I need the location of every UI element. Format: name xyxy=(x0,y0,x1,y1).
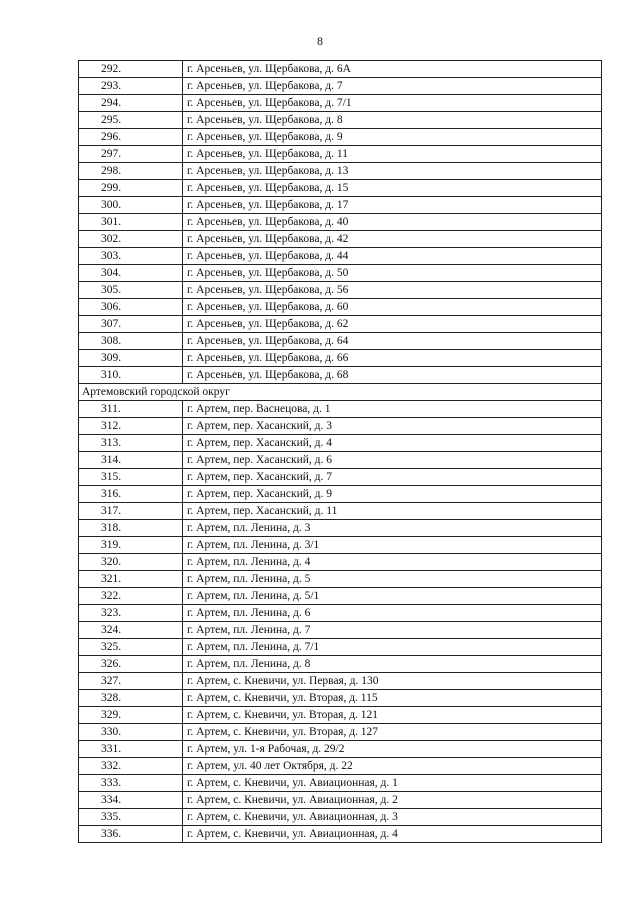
row-number: 309. xyxy=(79,350,183,367)
row-address: г. Артем, пл. Ленина, д. 8 xyxy=(183,656,602,673)
table-row xyxy=(79,231,602,248)
row-number: 334. xyxy=(79,792,183,809)
row-address: г. Артем, с. Кневичи, ул. Вторая, д. 115 xyxy=(183,690,602,707)
row-address: г. Арсеньев, ул. Щербакова, д. 8 xyxy=(183,112,602,129)
row-number: 324. xyxy=(79,622,183,639)
table-row xyxy=(79,469,602,486)
table-row xyxy=(79,197,602,214)
row-address: г. Арсеньев, ул. Щербакова, д. 56 xyxy=(183,282,602,299)
table-row xyxy=(79,61,602,78)
row-address: г. Арсеньев, ул. Щербакова, д. 13 xyxy=(183,163,602,180)
row-number: 315. xyxy=(79,469,183,486)
row-address: г. Артем, с. Кневичи, ул. Авиационная, д. 1 xyxy=(183,775,602,792)
row-number: 296. xyxy=(79,129,183,146)
row-address: г. Арсеньев, ул. Щербакова, д. 50 xyxy=(183,265,602,282)
table-row xyxy=(79,350,602,367)
row-number: 318. xyxy=(79,520,183,537)
row-address: г. Артем, с. Кневичи, ул. Вторая, д. 121 xyxy=(183,707,602,724)
row-number: 332. xyxy=(79,758,183,775)
row-number: 305. xyxy=(79,282,183,299)
row-number: 293. xyxy=(79,78,183,95)
table-row xyxy=(79,809,602,826)
row-address: г. Арсеньев, ул. Щербакова, д. 15 xyxy=(183,180,602,197)
row-address: г. Артем, пл. Ленина, д. 4 xyxy=(183,554,602,571)
row-address: г. Артем, пер. Хасанский, д. 9 xyxy=(183,486,602,503)
row-number: 319. xyxy=(79,537,183,554)
row-number: 306. xyxy=(79,299,183,316)
table-row xyxy=(79,758,602,775)
row-number: 297. xyxy=(79,146,183,163)
row-address: г. Арсеньев, ул. Щербакова, д. 44 xyxy=(183,248,602,265)
table-row xyxy=(79,418,602,435)
row-number: 330. xyxy=(79,724,183,741)
row-number: 321. xyxy=(79,571,183,588)
row-address: г. Артем, ул. 1-я Рабочая, д. 29/2 xyxy=(183,741,602,758)
row-address: г. Артем, с. Кневичи, ул. Вторая, д. 127 xyxy=(183,724,602,741)
table-row xyxy=(79,452,602,469)
table-row xyxy=(79,78,602,95)
row-address: г. Артем, пер. Хасанский, д. 3 xyxy=(183,418,602,435)
row-address: г. Артем, с. Кневичи, ул. Авиационная, д. 3 xyxy=(183,809,602,826)
table-row xyxy=(79,333,602,350)
row-address: г. Арсеньев, ул. Щербакова, д. 17 xyxy=(183,197,602,214)
table-row xyxy=(79,214,602,231)
table-row xyxy=(79,622,602,639)
table-row xyxy=(79,282,602,299)
row-address: г. Артем, пл. Ленина, д. 6 xyxy=(183,605,602,622)
row-address: г. Арсеньев, ул. Щербакова, д. 60 xyxy=(183,299,602,316)
row-address: г. Артем, пл. Ленина, д. 3 xyxy=(183,520,602,537)
row-address: г. Артем, с. Кневичи, ул. Авиационная, д. 4 xyxy=(183,826,602,843)
row-number: 331. xyxy=(79,741,183,758)
row-address: г. Артем, пл. Ленина, д. 3/1 xyxy=(183,537,602,554)
section-header-row xyxy=(79,384,602,401)
row-number: 307. xyxy=(79,316,183,333)
row-address: г. Арсеньев, ул. Щербакова, д. 68 xyxy=(183,367,602,384)
address-table xyxy=(78,60,602,843)
row-number: 323. xyxy=(79,605,183,622)
table-row xyxy=(79,792,602,809)
row-number: 333. xyxy=(79,775,183,792)
table-row xyxy=(79,95,602,112)
row-number: 316. xyxy=(79,486,183,503)
row-address: г. Артем, пер. Хасанский, д. 11 xyxy=(183,503,602,520)
row-number: 301. xyxy=(79,214,183,231)
row-number: 328. xyxy=(79,690,183,707)
row-address: г. Арсеньев, ул. Щербакова, д. 62 xyxy=(183,316,602,333)
row-address: г. Арсеньев, ул. Щербакова, д. 64 xyxy=(183,333,602,350)
row-number: 299. xyxy=(79,180,183,197)
table-row xyxy=(79,180,602,197)
table-row xyxy=(79,163,602,180)
table-row xyxy=(79,554,602,571)
table-row xyxy=(79,299,602,316)
row-number: 335. xyxy=(79,809,183,826)
row-address: г. Артем, пер. Васнецова, д. 1 xyxy=(183,401,602,418)
table-row xyxy=(79,724,602,741)
table-row xyxy=(79,588,602,605)
row-number: 336. xyxy=(79,826,183,843)
row-number: 314. xyxy=(79,452,183,469)
row-number: 304. xyxy=(79,265,183,282)
table-row xyxy=(79,639,602,656)
row-address: г. Артем, пер. Хасанский, д. 7 xyxy=(183,469,602,486)
row-number: 320. xyxy=(79,554,183,571)
row-number: 303. xyxy=(79,248,183,265)
row-address: г. Арсеньев, ул. Щербакова, д. 6А xyxy=(183,61,602,78)
table-row xyxy=(79,129,602,146)
row-number: 325. xyxy=(79,639,183,656)
row-address: г. Арсеньев, ул. Щербакова, д. 42 xyxy=(183,231,602,248)
row-address: г. Артем, с. Кневичи, ул. Авиационная, д. 2 xyxy=(183,792,602,809)
table-row xyxy=(79,316,602,333)
table-row xyxy=(79,741,602,758)
row-address: г. Арсеньев, ул. Щербакова, д. 7 xyxy=(183,78,602,95)
row-number: 310. xyxy=(79,367,183,384)
row-number: 313. xyxy=(79,435,183,452)
table-row xyxy=(79,112,602,129)
row-address: г. Артем, пер. Хасанский, д. 4 xyxy=(183,435,602,452)
row-address: г. Артем, пер. Хасанский, д. 6 xyxy=(183,452,602,469)
table-row xyxy=(79,503,602,520)
table-row xyxy=(79,248,602,265)
table-row xyxy=(79,520,602,537)
row-number: 317. xyxy=(79,503,183,520)
row-number: 312. xyxy=(79,418,183,435)
table-row xyxy=(79,656,602,673)
row-number: 294. xyxy=(79,95,183,112)
table-row xyxy=(79,435,602,452)
row-address: г. Артем, пл. Ленина, д. 5 xyxy=(183,571,602,588)
table-row xyxy=(79,775,602,792)
table-row xyxy=(79,401,602,418)
table-row xyxy=(79,673,602,690)
row-address: г. Арсеньев, ул. Щербакова, д. 40 xyxy=(183,214,602,231)
row-address: г. Артем, с. Кневичи, ул. Первая, д. 130 xyxy=(183,673,602,690)
row-address: г. Арсеньев, ул. Щербакова, д. 11 xyxy=(183,146,602,163)
row-address: г. Артем, пл. Ленина, д. 7/1 xyxy=(183,639,602,656)
row-number: 311. xyxy=(79,401,183,418)
row-address: г. Артем, пл. Ленина, д. 7 xyxy=(183,622,602,639)
row-address: г. Арсеньев, ул. Щербакова, д. 7/1 xyxy=(183,95,602,112)
table-row xyxy=(79,605,602,622)
row-number: 322. xyxy=(79,588,183,605)
table-row xyxy=(79,146,602,163)
row-number: 298. xyxy=(79,163,183,180)
row-number: 300. xyxy=(79,197,183,214)
row-number: 302. xyxy=(79,231,183,248)
row-number: 329. xyxy=(79,707,183,724)
row-number: 308. xyxy=(79,333,183,350)
table-row xyxy=(79,826,602,843)
row-address: г. Арсеньев, ул. Щербакова, д. 9 xyxy=(183,129,602,146)
table-row xyxy=(79,367,602,384)
table-row xyxy=(79,571,602,588)
page-number: 8 xyxy=(317,34,323,48)
row-number: 295. xyxy=(79,112,183,129)
table-row xyxy=(79,486,602,503)
row-address: г. Арсеньев, ул. Щербакова, д. 66 xyxy=(183,350,602,367)
row-number: 326. xyxy=(79,656,183,673)
table-row xyxy=(79,690,602,707)
section-title: Артемовский городской округ xyxy=(79,384,602,401)
address-table-body xyxy=(79,61,602,843)
table-row xyxy=(79,265,602,282)
row-number: 292. xyxy=(79,61,183,78)
row-address: г. Артем, пл. Ленина, д. 5/1 xyxy=(183,588,602,605)
table-row xyxy=(79,537,602,554)
row-address: г. Артем, ул. 40 лет Октября, д. 22 xyxy=(183,758,602,775)
row-number: 327. xyxy=(79,673,183,690)
table-row xyxy=(79,707,602,724)
